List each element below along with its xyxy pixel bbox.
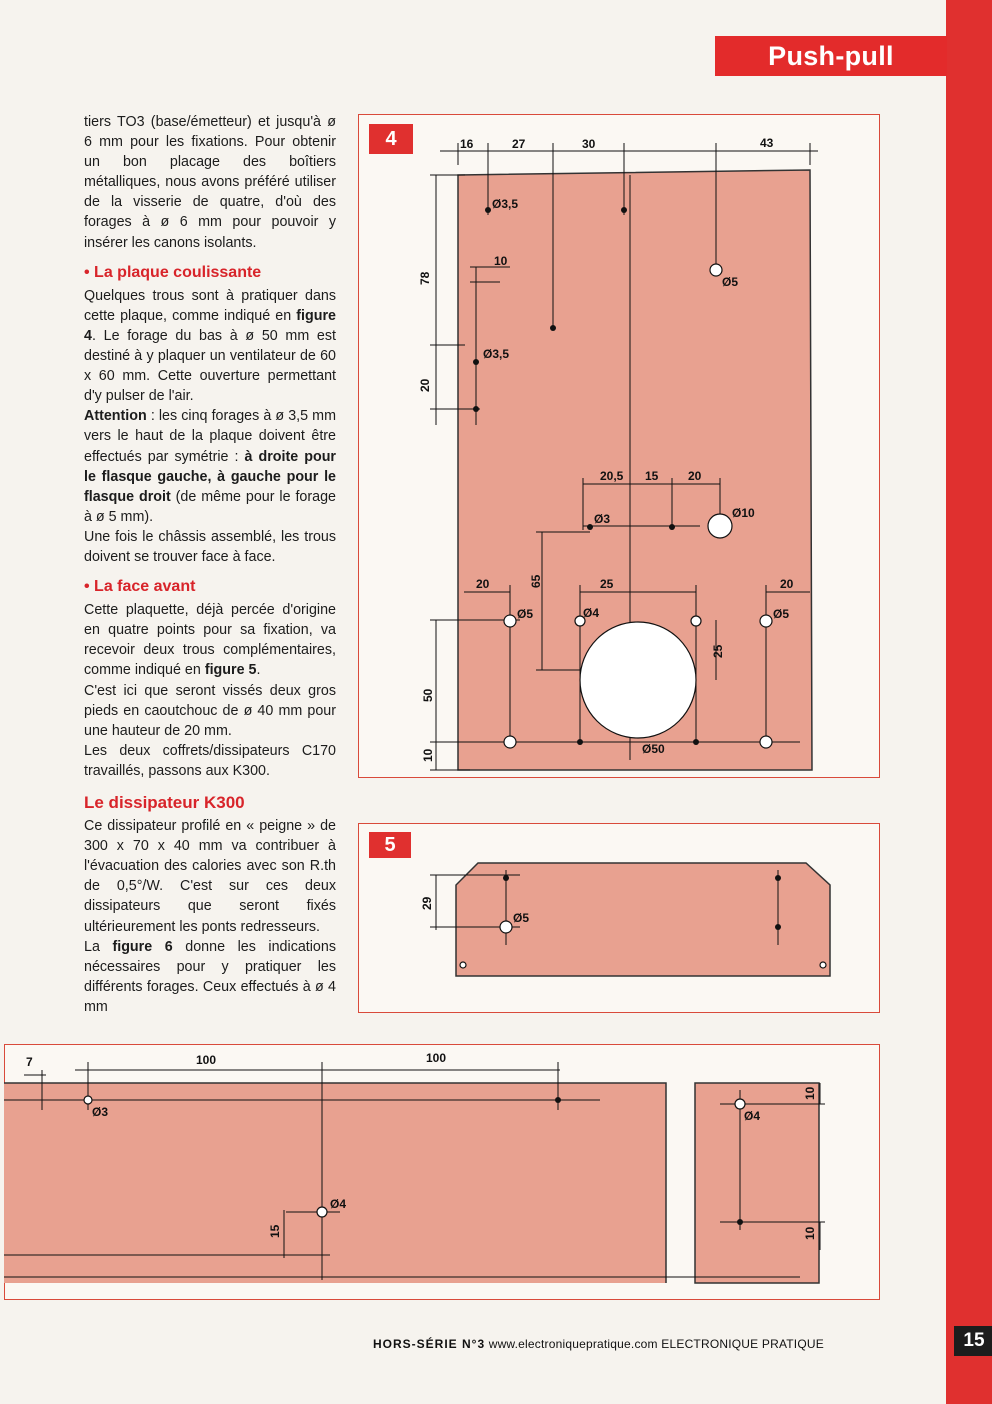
section-title-face: • La face avant [84, 578, 196, 596]
footer-magazine: ELECTRONIQUE PRATIQUE [661, 1337, 824, 1351]
hole-label: Ø4 [583, 606, 600, 620]
dim-label: 25 [711, 644, 725, 658]
paragraph: Une fois le châssis assemblé, les trous doivent se trouver face à face. [84, 528, 336, 565]
hole-label: Ø5 [773, 607, 790, 621]
dim-label: 15 [645, 469, 659, 483]
page-number: 15 [954, 1326, 992, 1356]
dim-label: 78 [418, 271, 432, 285]
dim-label: 43 [760, 136, 774, 150]
hole-4-end [735, 1099, 745, 1109]
intro-paragraph: tiers TO3 (base/émetteur) et jusqu'à ø 6 mm pour les fixations. Pour obtenir un bon placage des boîtiers métalliques, nous avons préféré utiliser de la visserie de quatre, d'où des forages à ø 6 mm pour pouvoir y insérer les canons isolants. [84, 114, 336, 251]
section-title-dissipateur: Le dissipateur K300 [84, 793, 245, 812]
dim-label: 27 [512, 137, 526, 151]
dim-label: 16 [460, 137, 474, 151]
hole-4-side [317, 1207, 327, 1217]
dim-label: 10 [494, 254, 508, 268]
dim-label: 20 [418, 378, 432, 392]
hole-label: Ø5 [517, 607, 534, 621]
text-run: donne les indications nécessaires pour y pratiquer les différents forages. Ceux effectués à ø 4 mm [84, 938, 336, 1015]
dim-label: 15 [268, 1224, 282, 1238]
dim-label: 10 [803, 1086, 817, 1100]
footer-series: HORS-SÉRIE N°3 [373, 1337, 486, 1351]
hole-label: Ø5 [513, 911, 530, 925]
hole-label: Ø4 [744, 1109, 761, 1123]
hole-label: Ø3,5 [483, 347, 510, 361]
dim-label: 20 [476, 577, 490, 591]
dim-label: 20 [688, 469, 702, 483]
section-header: Push-pull [715, 36, 947, 76]
figure-4-number: 4 [369, 124, 413, 154]
dim-label: 50 [421, 688, 435, 702]
text-run: (de même pour le forage à ø 5 mm). [84, 488, 336, 525]
hole-label: Ø10 [732, 506, 755, 520]
emphasis-text: à droite pour le flasque gauche, à gauche pour le flasque droit [84, 448, 336, 505]
figure-reference: figure 6 [112, 938, 173, 955]
paragraph: Les deux coffrets/dissipateurs C170 travaillés, passons aux K300. [84, 742, 336, 779]
figure-reference: figure 5 [204, 662, 257, 679]
dim-label: 20,5 [600, 469, 624, 483]
page-footer [373, 1337, 824, 1351]
section-title-plaque: • La plaque coulissante [84, 263, 262, 281]
hole-label: Ø4 [330, 1197, 347, 1211]
dim-label: 100 [426, 1051, 447, 1065]
text-run: . Le forage du bas à ø 50 mm est destiné à y plaquer un ventilateur de 60 x 60 mm. Cette ouverture permettant d'y pulser de l'air. [84, 327, 336, 405]
hole-label: Ø3,5 [492, 197, 519, 211]
dim-label: 10 [421, 748, 435, 762]
dim-label: 30 [582, 137, 596, 151]
attention-label: Attention [84, 408, 147, 425]
footer-site[interactable]: www.electroniquepratique.com [488, 1337, 658, 1351]
hole-marker [555, 1097, 561, 1103]
figure-reference: figure 4 [84, 307, 336, 344]
hole-label: Ø3 [92, 1105, 109, 1119]
text-run: . [256, 662, 261, 679]
text-run: Cette plaquette, déjà percée d'origine en quatre points pour sa fixation, va recevoir deux trous complémentaires, comme indiqué en [84, 602, 336, 679]
hole-label: Ø50 [642, 742, 665, 756]
dim-label: 29 [420, 896, 434, 910]
dim-label: 10 [803, 1226, 817, 1240]
hole-marker [737, 1219, 743, 1225]
dim-label: 25 [600, 577, 614, 591]
figure-5-number: 5 [369, 832, 411, 858]
text-run: Quelques trous sont à pratiquer dans cette plaque, comme indiqué en [84, 287, 336, 324]
hole-label: Ø3 [594, 512, 611, 526]
paragraph: C'est ici que seront vissés deux gros pieds en caoutchouc de ø 40 mm pour une hauteur de 20 mm. [84, 682, 336, 739]
dim-label: 100 [196, 1053, 217, 1067]
dim-label: 20 [780, 577, 794, 591]
dim-label: 65 [529, 574, 543, 588]
text-run: La [84, 938, 113, 955]
paragraph: Ce dissipateur profilé en « peigne » de 300 x 70 x 40 mm va contribuer à l'évacuation des calories avec son R.th de 0,5°/W. C'est sur ces deux dissipateurs que seront fixés ultérieurement les ponts redresseurs. [84, 818, 336, 935]
hole-label: Ø5 [722, 275, 739, 289]
text-run: : les cinq forages à ø 3,5 mm vers le haut de la plaque doivent être effectués par symétrie : [84, 408, 336, 465]
hole-3 [84, 1096, 92, 1104]
dim-label: 7 [26, 1055, 33, 1069]
